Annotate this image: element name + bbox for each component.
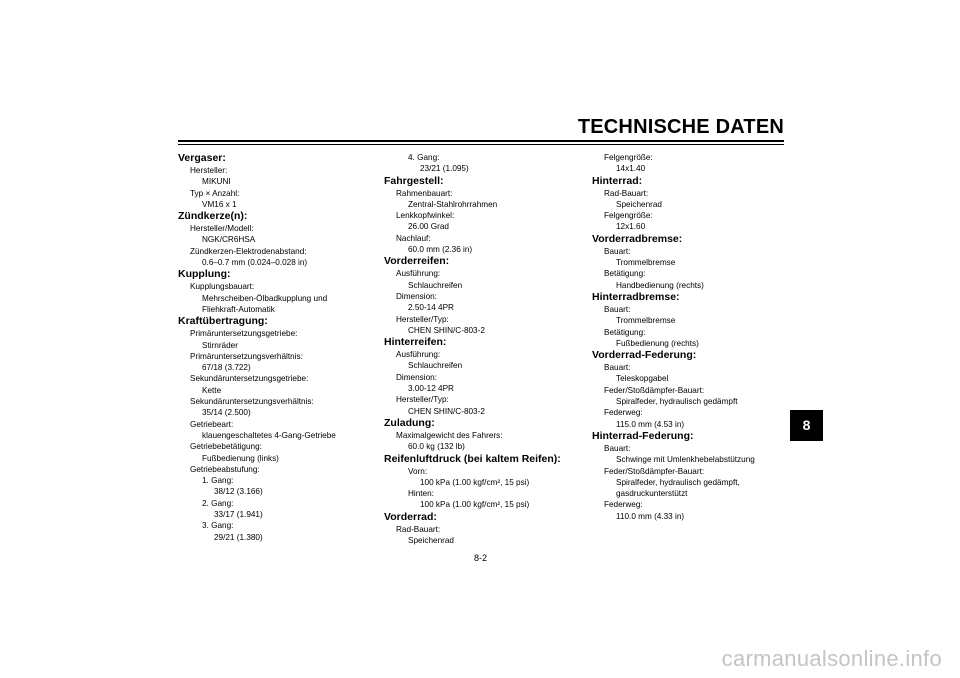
spec-label: Felgengröße: [604,153,653,162]
spec-label: Rad-Bauart: [604,188,649,198]
spec-subvalue: 38/12 (3.166) [214,487,263,497]
spec-label: Feder/Stoßdämpfer-Bauart: [604,466,705,476]
spec-value: MIKUNI [202,177,231,187]
spec-value: 60.0 mm (2.36 in) [408,245,473,255]
spec-label: Dimension: [396,372,437,382]
spec-label: Feder/Stoßdämpfer-Bauart: [604,385,705,395]
spec-value: Kette [202,385,222,395]
spec-value: Schlauchreifen [408,280,463,290]
spec-subvalue: 29/21 (1.380) [214,532,263,542]
spec-label: Hersteller: [190,166,228,175]
spec-subvalue: 23/21 (1.095) [420,164,469,174]
spec-value: 3. Gang: [202,521,234,531]
spec-value: Schwinge mit Umlenkhebelabstützung [616,455,755,465]
spec-label: Rad-Bauart: [396,524,441,534]
section-heading: Hinterradbremse: [592,290,680,303]
spec-column-1 [178,152,378,543]
section-heading: Vorderrad-Federung: [592,349,697,362]
spec-label: Rahmenbauart: [396,188,453,198]
spec-value: VM16 x 1 [202,199,237,209]
spec-label: Bauart: [604,246,631,256]
section-heading: Hinterreifen: [384,336,447,349]
spec-value: 35/14 (2.500) [202,408,251,418]
section-heading: Vorderreifen: [384,255,450,268]
spec-value: 2. Gang: [202,498,234,508]
section-heading: Reifenluftdruck (bei kaltem Reifen): [384,452,561,465]
spec-value: Spiralfeder, hydraulisch gedämpft, [616,477,740,487]
spec-label: Sekundäruntersetzungsgetriebe: [190,374,309,384]
spec-label: Zündkerzen-Elektrodenabstand: [190,246,307,256]
spec-value: 3.00-12 4PR [408,384,454,394]
spec-label: Primäruntersetzungsgetriebe: [190,329,298,339]
spec-value: Zentral-Stahlrohrrahmen [408,199,498,209]
section-heading: Hinterrad: [592,174,643,187]
chapter-tab: 8 [790,410,823,441]
spec-value: NGK/CR6HSA [202,235,256,245]
spec-value: 0.6–0.7 mm (0.024–0.028 in) [202,258,308,268]
spec-value: CHEN SHIN/C-803-2 [408,406,485,416]
spec-label: Getriebeabstufung: [190,464,260,474]
spec-label: Maximalgewicht des Fahrers: [396,430,503,440]
spec-label: Ausführung: [396,350,441,360]
spec-value: Speichenrad [408,536,454,546]
spec-value: Fliehkraft-Automatik [202,304,275,314]
page-number: 8-2 [474,553,488,563]
spec-value: 12x1.60 [616,222,646,232]
spec-label: Hersteller/Typ: [396,395,449,405]
section-heading: Zuladung: [384,416,435,429]
section-heading: Vergaser: [178,152,226,164]
title-rule-thick [178,140,784,142]
spec-label: Primäruntersetzungsverhältnis: [190,351,303,361]
title-rule-thin [178,144,784,145]
section-heading: Fahrgestell: [384,174,444,187]
spec-value: 2.50-14 4PR [408,303,454,313]
spec-label: Hersteller/Typ: [396,314,449,324]
spec-label: Dimension: [396,291,437,301]
spec-value: 4. Gang: [408,153,440,162]
spec-value: Fußbedienung (links) [202,453,279,463]
spec-value: 26.00 Grad [408,222,449,232]
section-heading: Hinterrad-Federung: [592,429,694,442]
section-heading: Vorderrad: [384,510,437,523]
spec-label: Hersteller/Modell: [190,224,254,234]
section-heading: Kupplung: [178,268,231,281]
spec-label: Federweg: [604,500,643,510]
spec-label: Felgengröße: [604,211,653,221]
spec-label: Getriebeart: [190,419,234,429]
spec-column-2 [384,152,584,546]
spec-value: 60.0 kg (132 lb) [408,442,465,452]
spec-subvalue: 33/17 (1.941) [214,510,263,520]
spec-label: Ausführung: [396,269,441,279]
spec-label: Bauart: [604,443,631,453]
spec-value: Teleskopgabel [616,374,669,384]
spec-label: Lenkkopfwinkel: [396,211,455,221]
spec-column-3 [592,152,792,522]
spec-value: Hinten: [408,489,434,499]
spec-label: Bauart: [604,304,631,314]
spec-label: Nachlauf: [396,233,431,243]
spec-label: Betätigung: [604,269,646,279]
spec-subvalue: 100 kPa (1.00 kgf/cm², 15 psi) [420,500,530,510]
section-heading: Kraftübertragung: [178,315,268,328]
spec-value: Schlauchreifen [408,361,463,371]
spec-label: Sekundäruntersetzungsverhältnis: [190,397,314,407]
spec-label: Bauart: [604,363,631,373]
spec-value: 1. Gang: [202,476,234,486]
spec-value: Trommelbremse [616,258,676,268]
spec-value: 115.0 mm (4.53 in) [616,419,685,429]
spec-value: Stirnräder [202,340,238,350]
watermark-text: carmanualsonline.info [721,646,942,671]
spec-value: Trommelbremse [616,316,676,326]
spec-value: Fußbedienung (rechts) [616,338,699,348]
spec-value: 110.0 mm (4.33 in) [616,511,685,521]
spec-subvalue: 100 kPa (1.00 kgf/cm², 15 psi) [420,477,530,487]
spec-label: Federweg: [604,408,643,418]
spec-label: Getriebebetätigung: [190,442,262,452]
spec-value: 67/18 (3.722) [202,363,251,373]
spec-value: Handbedienung (rechts) [616,280,704,290]
spec-value: Vorn: [408,466,428,476]
spec-value: 14x1.40 [616,164,646,174]
spec-value: klauengeschaltetes 4-Gang-Getriebe [202,430,336,440]
spec-label: Kupplungsbauart: [190,282,255,292]
spec-value: Spiralfeder, hydraulisch gedämpft [616,397,738,407]
section-heading: Vorderradbremse: [592,232,683,245]
spec-value: Speichenrad [616,199,662,209]
spec-value: gasdruckunterstützt [616,489,688,499]
spec-value: Mehrscheiben-Ölbadkupplung und [202,293,328,303]
spec-label: Betätigung: [604,327,646,337]
page-title: TECHNISCHE DATEN [577,116,784,138]
section-heading: Zündkerze(n): [178,210,248,223]
spec-label: Typ × Anzahl: [190,188,240,198]
spec-value: CHEN SHIN/C-803-2 [408,325,485,335]
